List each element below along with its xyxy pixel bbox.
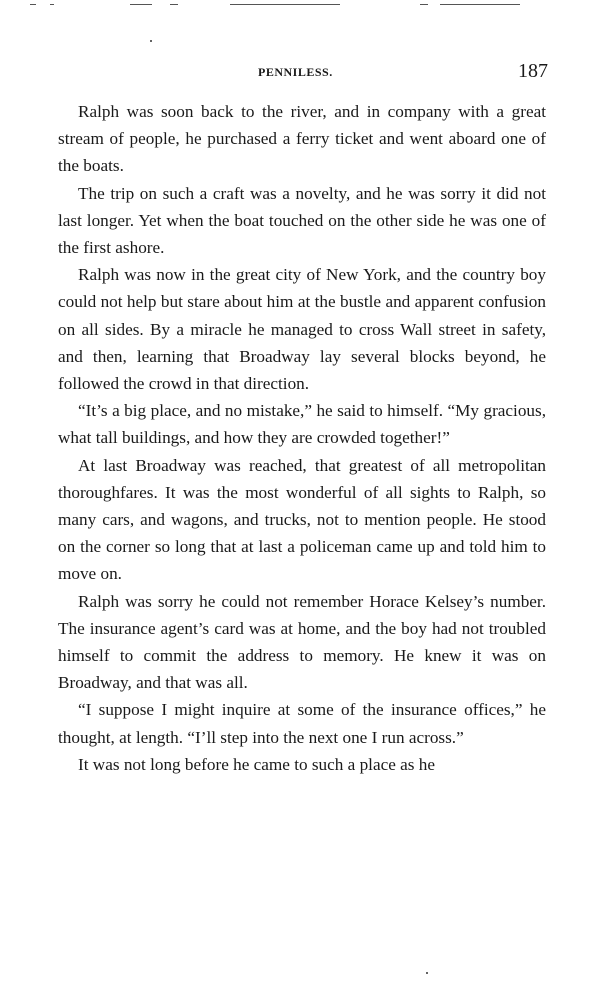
paragraph: “It’s a big place, and no mistake,” he said to himself. “My gracious, what tall buildings, and how they are crowded together!” [58, 401, 546, 448]
scan-artifact-marks [30, 4, 530, 8]
paragraph: The trip on such a craft was a novelty, and he was sorry it did not last longer. Yet when the boat touched on the other side he was one of the first ashore. [58, 183, 546, 258]
page-number: 187 [518, 60, 548, 82]
paragraph: Ralph was sorry he could not remember Horace Kelsey’s number. The insurance agent’s card was at home, and the boy had not troubled himself to commit the address to memory. He knew it was on Broadway, and that was all. [58, 591, 546, 693]
page-header [58, 60, 548, 84]
scan-speck [426, 972, 428, 974]
scan-speck [150, 40, 152, 42]
running-head: PENNILESS. [258, 65, 333, 79]
paragraph: Ralph was now in the great city of New York, and the country boy could not help but stare about him at the bustle and apparent confusion on all sides. By a miracle he managed to cross Wall street in safety, and then, learning that Broadway lay several blocks beyond, he followed the crowd in that direction. [58, 265, 546, 394]
body-text [58, 98, 546, 778]
paragraph: “I suppose I might inquire at some of the insurance offices,” he thought, at length. “I’ll step into the next one I run across.” [58, 700, 546, 747]
paragraph: At last Broadway was reached, that greatest of all metropolitan thoroughfares. It was the most wonderful of all sights to Ralph, so many cars, and wagons, and trucks, not to mention people. He stood on the corner so long that at last a policeman came up and told him to move on. [58, 455, 546, 584]
paragraph: Ralph was soon back to the river, and in company with a great stream of people, he purchased a ferry ticket and went aboard one of the boats. [58, 102, 546, 176]
paragraph: It was not long before he came to such a place as he [78, 754, 435, 774]
